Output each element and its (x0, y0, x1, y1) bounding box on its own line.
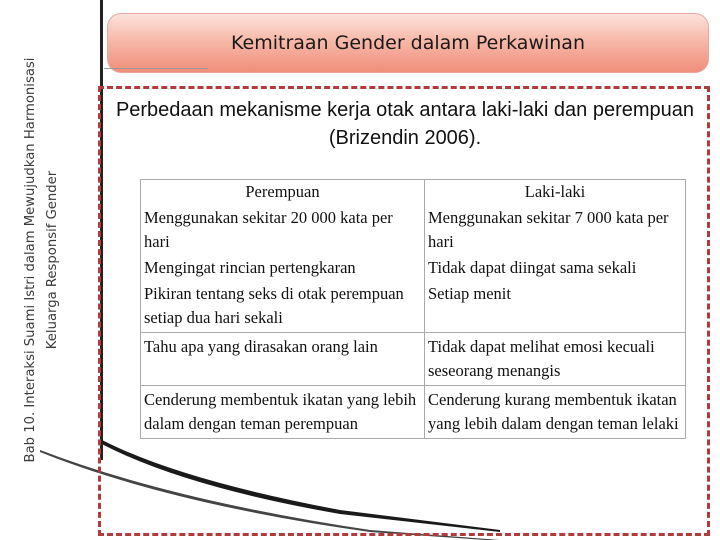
table-row (141, 282, 686, 333)
cell-laki-laki: Setiap menit (425, 282, 686, 333)
slide-title: Kemitraan Gender dalam Perkawinan (107, 13, 709, 73)
comparison-table (140, 179, 686, 439)
table-row (141, 256, 686, 282)
title-divider (104, 68, 208, 69)
cell-laki-laki: Tidak dapat melihat emosi kecuali seseorang menangis (425, 333, 686, 386)
cell-perempuan: Mengingat rincian pertengkaran (141, 256, 425, 282)
table-row (141, 386, 686, 439)
cell-perempuan: Cenderung membentuk ikatan yang lebih dalam dengan teman perempuan (141, 386, 425, 439)
cell-perempuan: Menggunakan sekitar 20 000 kata per hari (141, 206, 425, 256)
cell-laki-laki: Tidak dapat diingat sama sekali (425, 256, 686, 282)
header-laki-laki: Laki-laki (425, 180, 686, 207)
cell-perempuan: Pikiran tentang seks di otak perempuan setiap dua hari sekali (141, 282, 425, 333)
cell-laki-laki: Cenderung kurang membentuk ikatan yang lebih dalam dengan teman lelaki (425, 386, 686, 439)
cell-perempuan: Tahu apa yang dirasakan orang lain (141, 333, 425, 386)
intro-text: Perbedaan mekanisme kerja otak antara laki-laki dan perempuan (Brizendin 2006). (115, 99, 695, 149)
cell-laki-laki: Menggunakan sekitar 7 000 kata per hari (425, 206, 686, 256)
header-perempuan: Perempuan (141, 180, 425, 207)
side-label-line2: Keluarga Responsif Gender (45, 170, 60, 350)
table-header-row (141, 180, 686, 207)
table-row (141, 333, 686, 386)
table-row (141, 206, 686, 256)
side-label-line1: Bab 10. Interaksi Suami Istri dalam Mewujudkan Harmonisasi (23, 57, 38, 463)
